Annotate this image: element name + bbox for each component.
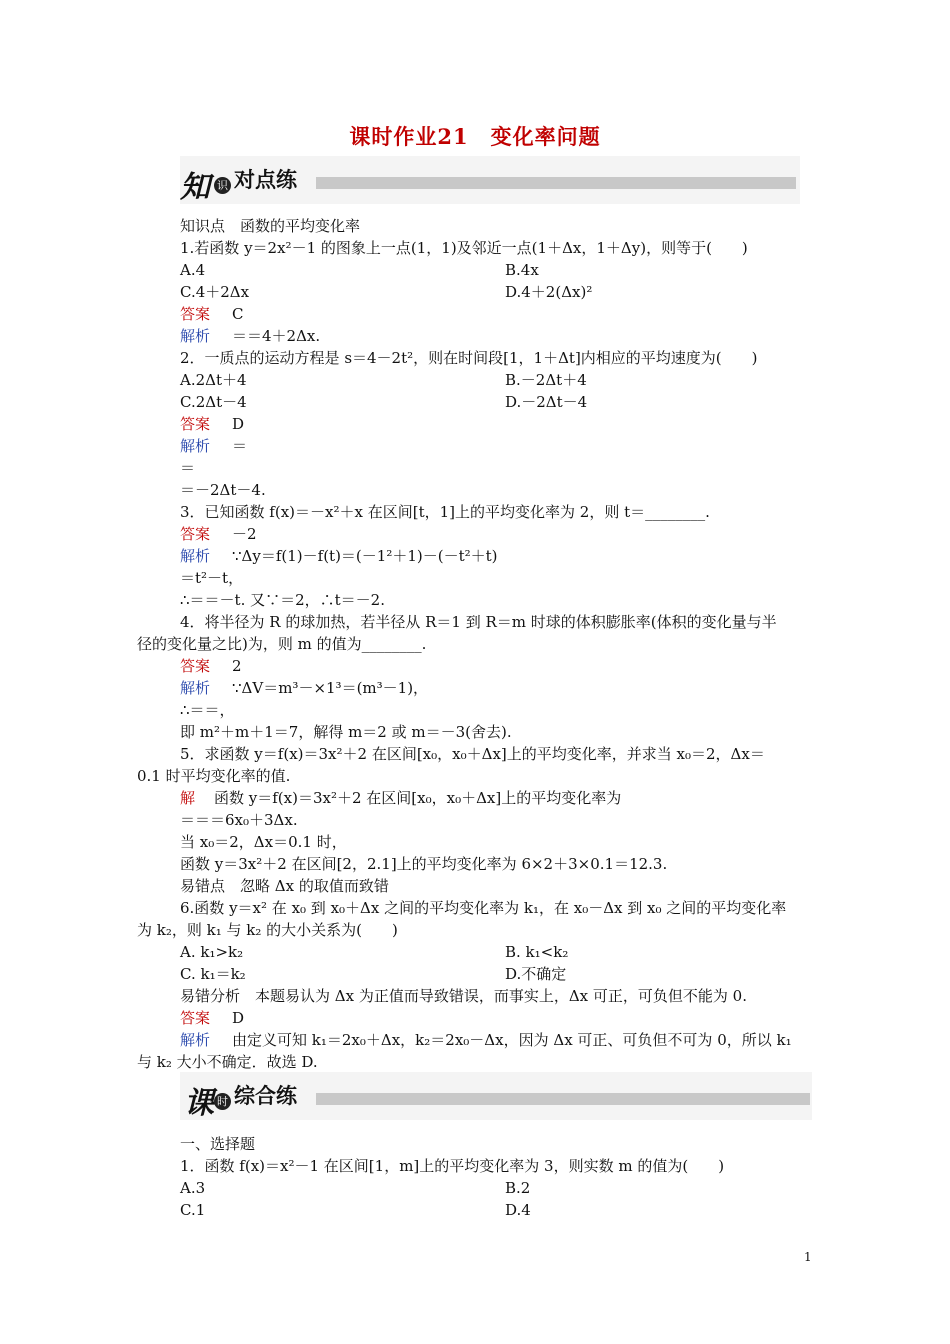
option-a: A.2Δt＋4 bbox=[180, 371, 247, 389]
page-number: 1 bbox=[804, 1250, 812, 1264]
option-c: C.4＋2Δx bbox=[180, 283, 250, 301]
question-6-cont: 为 k₂，则 k₁ 与 k₂ 的大小关系为( ) bbox=[137, 921, 398, 939]
option-b: B.2 bbox=[505, 1179, 531, 1197]
answer-label: 答案 bbox=[180, 1009, 211, 1027]
analysis-text: ∵Δy＝f(1)－f(t)＝(－1²＋1)－(－t²＋t) bbox=[232, 547, 498, 565]
banner-bar bbox=[316, 1093, 810, 1105]
analysis-text: 与 k₂ 大小不确定．故选 D. bbox=[137, 1053, 318, 1071]
solution-text: 函数 y＝f(x)＝3x²＋2 在区间[x₀，x₀＋Δx]上的平均变化率为 bbox=[214, 789, 622, 807]
option-d: D.4 bbox=[505, 1201, 531, 1219]
analysis-text: ＝t²－t， bbox=[180, 569, 244, 587]
analysis-label: 解析 bbox=[180, 679, 211, 697]
banner-word: 综合练 bbox=[234, 1083, 297, 1108]
solution-text: 当 x₀＝2，Δx＝0.1 时， bbox=[180, 833, 347, 851]
banner-circle-char: 识 bbox=[214, 177, 231, 194]
answer-label: 答案 bbox=[180, 305, 211, 323]
analysis-label: 解析 bbox=[180, 327, 211, 345]
option-c: C.2Δt－4 bbox=[180, 393, 247, 411]
analysis-label: 解析 bbox=[180, 547, 211, 565]
option-d: D.－2Δt－4 bbox=[505, 393, 588, 411]
solution-label: 解 bbox=[180, 789, 196, 807]
question-4: 4．将半径为 R 的球加热，若半径从 R＝1 到 R＝m 时球的体积膨胀率(体积的变化量与半 bbox=[180, 613, 777, 631]
answer-value: D bbox=[232, 415, 245, 433]
banner-big-char: 知 bbox=[180, 170, 208, 205]
answer-value: C bbox=[232, 305, 244, 323]
answer-label: 答案 bbox=[180, 525, 211, 543]
question-2: 2．一质点的运动方程是 s＝4－2t²，则在时间段[1，1＋Δt]内相应的平均速度为( ) bbox=[180, 349, 758, 367]
solution-text: 函数 y＝3x²＋2 在区间[2，2.1]上的平均变化率为 6×2＋3×0.1＝12.3. bbox=[180, 855, 668, 873]
topic-heading: 易错点 忽略 Δx 的取值而致错 bbox=[180, 877, 389, 895]
analysis-label: 解析 bbox=[180, 1031, 211, 1049]
section-heading: 一、选择题 bbox=[180, 1135, 256, 1153]
section-banner-practice bbox=[180, 156, 800, 204]
question-4-cont: 径的变化量之比)为，则 m 的值为________. bbox=[137, 635, 427, 653]
analysis-text: 即 m²＋m＋1＝7，解得 m＝2 或 m＝－3(舍去). bbox=[180, 723, 512, 741]
analysis-text: 由定义可知 k₁＝2x₀＋Δx，k₂＝2x₀－Δx，因为 Δx 可正、可负但不可为 0，所以 k₁ bbox=[232, 1031, 792, 1049]
answer-label: 答案 bbox=[180, 657, 211, 675]
option-c: C. k₁＝k₂ bbox=[180, 965, 246, 983]
page-title: 课时作业21 变化率问题 bbox=[349, 124, 601, 149]
banner-circle-char: 时 bbox=[214, 1093, 231, 1110]
banner-bar bbox=[316, 177, 796, 189]
section-banner-comprehensive bbox=[180, 1072, 812, 1120]
analysis-text: ＝ bbox=[180, 459, 196, 477]
banner-word: 对点练 bbox=[234, 167, 297, 192]
question-1: 1.若函数 y＝2x²－1 的图象上一点(1，1)及邻近一点(1＋Δx，1＋Δy)，则等于( ) bbox=[180, 239, 748, 257]
analysis-text: ∴＝＝－t. 又∵＝2，∴t＝－2. bbox=[180, 591, 385, 609]
option-b: B. k₁<k₂ bbox=[505, 943, 569, 961]
solution-text: ＝＝＝6x₀＋3Δx. bbox=[180, 811, 298, 829]
analysis-text: ∵ΔV＝m³－×1³＝(m³－1)， bbox=[232, 679, 429, 697]
answer-label: 答案 bbox=[180, 415, 211, 433]
option-a: A.3 bbox=[180, 1179, 206, 1197]
topic-heading: 知识点 函数的平均变化率 bbox=[180, 217, 361, 235]
answer-value: 2 bbox=[232, 657, 242, 675]
question-3: 3．已知函数 f(x)＝－x²＋x 在区间[t，1]上的平均变化率为 2，则 t＝________. bbox=[180, 503, 710, 521]
banner-big-char: 课 bbox=[184, 1086, 214, 1121]
option-a: A.4 bbox=[180, 261, 206, 279]
option-d: D.4＋2(Δx)² bbox=[505, 283, 593, 301]
option-b: B.－2Δt＋4 bbox=[505, 371, 587, 389]
question-5: 5．求函数 y＝f(x)＝3x²＋2 在区间[x₀，x₀＋Δx]上的平均变化率，并求当 x₀＝2，Δx＝ bbox=[180, 745, 765, 763]
question-1: 1．函数 f(x)＝x²－1 在区间[1，m]上的平均变化率为 3，则实数 m 的值为( ) bbox=[180, 1157, 725, 1175]
analysis-label: 解析 bbox=[180, 437, 211, 455]
answer-value: －2 bbox=[232, 525, 257, 543]
option-b: B.4x bbox=[505, 261, 539, 279]
answer-value: D bbox=[232, 1009, 245, 1027]
analysis-text: ＝ bbox=[232, 437, 248, 455]
analysis-text: ∴＝＝， bbox=[180, 701, 235, 719]
error-analysis: 易错分析 本题易认为 Δx 为正值而导致错误，而事实上，Δx 可正，可负但不能为 0. bbox=[180, 987, 747, 1005]
question-6: 6.函数 y＝x² 在 x₀ 到 x₀＋Δx 之间的平均变化率为 k₁，在 x₀－Δx 到 x₀ 之间的平均变化率 bbox=[180, 899, 787, 917]
analysis-text: ＝＝4＋2Δx. bbox=[232, 327, 321, 345]
option-d: D.不确定 bbox=[505, 965, 567, 983]
question-5-cont: 0.1 时平均变化率的值. bbox=[137, 767, 291, 785]
option-c: C.1 bbox=[180, 1201, 206, 1219]
option-a: A. k₁>k₂ bbox=[180, 943, 244, 961]
analysis-text: ＝－2Δt－4. bbox=[180, 481, 266, 499]
